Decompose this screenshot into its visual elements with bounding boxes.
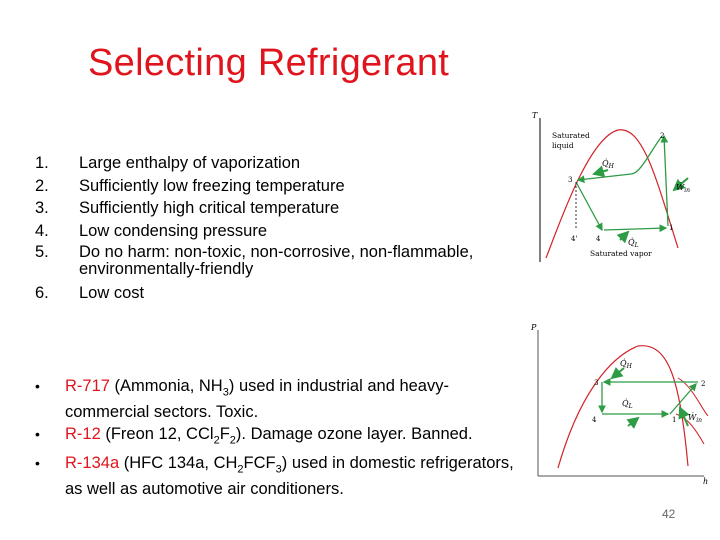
- ph-ql-arrow: [628, 418, 638, 426]
- refrigerant-name: R-134a: [65, 453, 120, 472]
- ph-ql-label: $Q̇_L$: [622, 399, 633, 410]
- list-number: 6.: [35, 284, 49, 302]
- ph-qh-arrow: [612, 368, 624, 378]
- bullet-text: ) used in domestic refrigerators, as well as automotive air conditioners.: [65, 453, 514, 498]
- ts-win-label: $Ẇ_{in}$: [676, 183, 691, 194]
- list-text: Low condensing pressure: [79, 221, 268, 240]
- ts-point-label: 4': [571, 235, 578, 243]
- ts-point-label: 4: [596, 235, 601, 243]
- ts-saturated-vapor-label: Saturated vapor: [590, 249, 652, 258]
- subscript: 2: [229, 434, 236, 447]
- refrigerant-name: R-12: [65, 425, 101, 444]
- list-text: Sufficiently low freezing temperature: [79, 176, 345, 195]
- ts-qh-label: $Q̇_H$: [602, 159, 614, 170]
- list-number: 1.: [35, 154, 49, 172]
- ph-diagram: [528, 318, 714, 488]
- ts-ql-label: $Q̇_L$: [628, 238, 639, 249]
- ph-win-label: $Ẇ_{in}$: [688, 413, 703, 424]
- bullet-text: (Ammonia, NH: [109, 377, 223, 395]
- list-text: Large enthalpy of vaporization: [79, 154, 301, 172]
- list-item: [35, 244, 505, 278]
- subscript: 2: [237, 462, 244, 475]
- ph-win-arrow: [680, 408, 688, 426]
- list-text: Low cost: [79, 284, 145, 302]
- list-number: 2.: [35, 176, 49, 195]
- ph-point-label: 4: [592, 416, 597, 424]
- bullet-text: FCF: [243, 453, 276, 472]
- ts-compression-line: [664, 136, 668, 226]
- ts-evaporation-line: [604, 228, 666, 230]
- ts-diagram: [528, 108, 714, 270]
- ts-qh-arrow: [594, 170, 608, 174]
- ph-axis-x-label: h: [703, 477, 709, 486]
- criteria-list: [35, 152, 505, 305]
- list-text: Sufficiently high critical temperature: [79, 199, 340, 217]
- list-item: [35, 376, 525, 422]
- subscript: 2: [213, 434, 220, 447]
- ts-axis-y-label: T: [532, 111, 538, 120]
- ph-point-label: 2: [701, 380, 706, 388]
- bullet-icon: •: [35, 454, 40, 471]
- bullet-text: (HFC 134a, CH: [119, 453, 238, 472]
- page-number: 42: [662, 507, 676, 521]
- slide-title: Selecting Refrigerant: [88, 42, 450, 84]
- subscript: 3: [222, 386, 229, 399]
- list-item: [35, 282, 505, 305]
- bullet-text: F: [219, 425, 230, 444]
- ts-point-label: 3: [568, 176, 573, 184]
- list-number: 5.: [35, 243, 49, 261]
- list-item: [35, 453, 525, 499]
- bullet-text: ). Damage ozone layer. Banned.: [235, 425, 473, 444]
- ts-ql-arrow: [620, 232, 628, 240]
- bullet-icon: •: [35, 426, 40, 443]
- refrigerant-name: R-717: [65, 377, 110, 395]
- ts-point-label: 2: [660, 132, 665, 140]
- subscript: 3: [275, 462, 282, 475]
- list-number: 3.: [35, 199, 49, 217]
- list-item: [35, 424, 525, 450]
- list-item: [35, 175, 505, 198]
- ph-point-label: 3: [594, 379, 599, 387]
- bullet-text: (Freon 12, CCl: [100, 425, 214, 444]
- list-item: [35, 220, 505, 243]
- ts-point-label: 1: [669, 224, 674, 232]
- ts-saturated-liquid-label: Saturated: [552, 131, 590, 140]
- list-text: Do no harm: non-toxic, non-corrosive, non-flammable, environmentally-friendly: [79, 243, 474, 278]
- ts-saturated-liquid-label: liquid: [552, 141, 574, 150]
- ts-expansion-line: [576, 182, 602, 230]
- ph-qh-label: $Q̇_H$: [620, 359, 632, 370]
- list-item: [35, 152, 505, 175]
- ph-compression-line: [670, 384, 696, 414]
- refrigerant-bullets: [35, 376, 525, 501]
- ph-axis-y-label: P: [531, 323, 537, 332]
- bullet-text: ) used in industrial and heavy-commercial sectors. Toxic.: [65, 377, 449, 422]
- list-item: [35, 197, 505, 220]
- bullet-icon: •: [35, 378, 40, 394]
- ph-point-label: 1: [672, 416, 677, 424]
- list-number: 4.: [35, 221, 49, 240]
